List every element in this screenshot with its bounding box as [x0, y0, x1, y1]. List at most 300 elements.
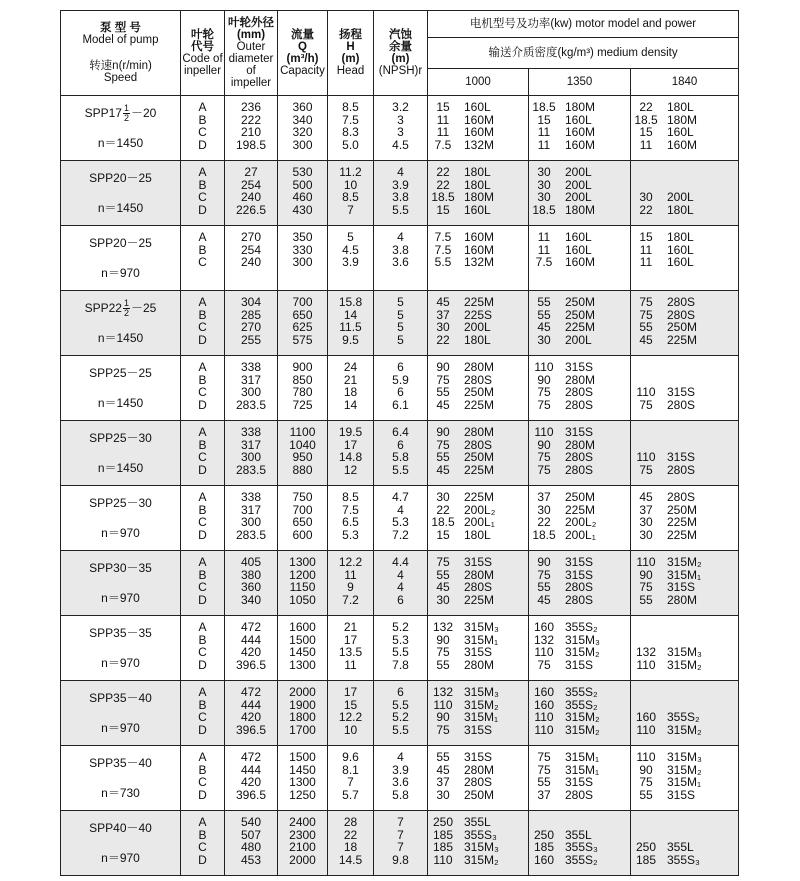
flow-capacity: 650: [292, 307, 313, 322]
impeller-code: A: [198, 165, 207, 179]
motor-model: 250M: [667, 502, 698, 517]
motor-power-kw: 90: [537, 437, 551, 452]
flow-capacity: 700: [292, 295, 313, 309]
motor-model: 280M: [565, 372, 596, 387]
motor-model: 200L₂: [565, 515, 597, 529]
head-value: 17: [343, 632, 358, 647]
header-density: [428, 38, 739, 69]
motor-power-kw: 110: [636, 385, 656, 399]
motor-model: 225M: [464, 295, 495, 309]
npsh-value-cell: [374, 226, 428, 291]
impeller-code: B: [198, 502, 207, 517]
motor-power-kw: 132: [432, 620, 454, 634]
motor-model: 315M₂: [565, 710, 600, 724]
pump-speed: n＝1450: [97, 201, 144, 215]
motor-model: 250M: [565, 295, 596, 309]
motor-model: 180L: [464, 177, 491, 192]
motor-cell-1840: [631, 746, 739, 811]
motor-power-kw: 90: [639, 762, 653, 777]
motor-power-kw: 30: [537, 332, 551, 347]
flow-capacity: 1500: [289, 632, 316, 647]
flow-capacity-cell: [278, 746, 328, 811]
flow-capacity-cell: [278, 681, 328, 746]
npsh-value: 6.1: [392, 397, 409, 412]
motor-model: 355S₂: [667, 710, 700, 724]
motor-model: 280S: [565, 385, 594, 399]
motor-model: 200L: [565, 177, 592, 192]
impeller-diameter: 338: [240, 425, 262, 439]
motor-power-kw: 132: [432, 685, 454, 699]
impeller-code: D: [198, 592, 207, 607]
flow-capacity: 850: [292, 372, 313, 387]
motor-model: 280S: [464, 372, 493, 387]
head-value: 8.5: [342, 100, 359, 114]
motor-cell-1350: [529, 616, 631, 681]
motor-model: 315S: [565, 775, 594, 789]
head-value: 14.8: [338, 450, 363, 464]
impeller-code: B: [198, 762, 207, 777]
head-value-cell: [328, 96, 374, 161]
header-model-cn: 泵 型 号: [100, 22, 141, 34]
flow-capacity-cell: [278, 291, 328, 356]
motor-power-kw: [631, 816, 661, 829]
impeller-diameter: 226.5: [235, 202, 267, 217]
motor-model: 315S: [667, 450, 696, 464]
impeller-code: D: [198, 852, 207, 867]
motor-model: 355S₂: [565, 685, 598, 699]
motor-model: 280S: [565, 787, 594, 802]
impeller-diameter: 304: [240, 295, 262, 309]
flow-capacity: 1300: [289, 775, 316, 789]
motor-power-kw: 37: [537, 787, 551, 802]
pump-model-prefix: SPP35－35: [89, 626, 152, 640]
head-value: 12: [343, 462, 358, 477]
header-head-cn: 扬程 H (m): [339, 29, 362, 65]
motor-model: 315M₁: [464, 632, 499, 647]
impeller-diameter: 236: [240, 100, 262, 114]
motor-power-kw: 75: [436, 372, 450, 387]
pump-group-row: [61, 356, 739, 421]
motor-power-kw: [631, 361, 661, 374]
motor-power-kw: 15: [639, 125, 653, 139]
impeller-code: A: [198, 620, 207, 634]
motor-power-kw: 7.5: [535, 255, 553, 269]
header-speed-cn: 转速n(r/min): [89, 60, 152, 72]
motor-power-kw: 15: [639, 230, 653, 244]
motor-model: 160M: [464, 242, 495, 257]
impeller-diameter: 255: [240, 332, 262, 347]
npsh-value: 9.8: [392, 852, 409, 867]
motor-power-kw: 45: [639, 490, 653, 504]
motor-model: 355S₃: [667, 852, 700, 867]
motor-model: 250M: [565, 490, 596, 504]
impeller-code: B: [198, 632, 207, 647]
pump-model-cell: [61, 681, 181, 746]
motor-power-kw: 11: [436, 125, 450, 139]
flow-capacity: 1250: [289, 787, 316, 802]
motor-power-kw: [631, 621, 661, 634]
motor-power-kw: 18.5: [532, 100, 556, 114]
impeller-diameter: 254: [240, 177, 262, 192]
motor-power-kw: 18.5: [431, 190, 455, 204]
head-value: 12.2: [338, 555, 363, 569]
head-value: 11.5: [339, 320, 362, 334]
impeller-code-cell: [181, 161, 225, 226]
motor-power-kw: 75: [436, 722, 450, 737]
impeller-diameter: [225, 269, 277, 282]
motor-power-kw: 30: [436, 320, 450, 334]
flow-capacity-cell: [278, 161, 328, 226]
motor-cell-1350: [529, 486, 631, 551]
motor-model: [667, 269, 738, 282]
header-impeller-en: Code of inpeller: [182, 53, 223, 77]
motor-model: 225M: [464, 462, 495, 477]
flow-capacity: 700: [292, 502, 313, 517]
motor-power-kw: 90: [436, 632, 450, 647]
motor-power-kw: 75: [639, 580, 653, 594]
flow-capacity-cell: [278, 811, 328, 876]
motor-power-kw: 75: [639, 307, 653, 322]
motor-power-kw: 160: [533, 685, 555, 699]
motor-power-kw: 30: [639, 190, 653, 204]
head-value: 8.3: [342, 125, 359, 139]
head-value: 5: [347, 230, 354, 244]
motor-power-kw: 110: [534, 425, 554, 439]
head-value: 15: [343, 697, 358, 712]
motor-power-kw: 110: [534, 722, 554, 737]
impeller-code: D: [198, 137, 207, 152]
flow-capacity: 340: [292, 112, 313, 127]
motor-model: 355S₃: [565, 840, 598, 854]
pump-model: [63, 689, 178, 706]
motor-cell-1350: [529, 96, 631, 161]
motor-cell-1000: [428, 551, 529, 616]
impeller-code: C: [198, 255, 207, 269]
head-value: 17: [343, 437, 358, 452]
motor-power-kw: 45: [436, 762, 450, 777]
motor-power-kw: 22: [436, 332, 450, 347]
motor-power-kw: 37: [436, 775, 450, 789]
motor-power-kw: 75: [639, 462, 653, 477]
motor-model: 180L: [464, 165, 491, 179]
flow-capacity: 350: [292, 230, 313, 244]
motor-power-kw: 30: [537, 190, 551, 204]
npsh-value: 5.5: [392, 645, 409, 659]
pump-model: [63, 754, 178, 771]
motor-model: [464, 269, 528, 282]
motor-cell-1840: [631, 616, 739, 681]
motor-model: 315S: [464, 722, 493, 737]
motor-model: 280S: [667, 462, 696, 477]
npsh-value-cell: [374, 811, 428, 876]
motor-power-kw: 55: [436, 657, 450, 672]
motor-cell-1000: [428, 746, 529, 811]
pump-speed: n＝970: [101, 851, 140, 865]
flow-capacity: 300: [292, 137, 313, 152]
motor-model: 280S: [565, 397, 594, 412]
motor-power-kw: 45: [537, 592, 551, 607]
motor-power-kw: 55: [639, 787, 653, 802]
npsh-value: 4: [397, 580, 404, 594]
head-value: 14: [343, 397, 358, 412]
head-value-cell: [328, 161, 374, 226]
impeller-diameter: 270: [240, 230, 262, 244]
fraction-denominator: 2: [123, 113, 129, 124]
impeller-code: B: [198, 307, 207, 322]
flow-capacity: 1100: [289, 425, 316, 439]
head-value-cell: [328, 421, 374, 486]
flow-capacity: 1150: [289, 580, 316, 594]
motor-model: 200L₂: [464, 502, 496, 517]
impeller-code: D: [198, 787, 207, 802]
motor-model: 280M: [464, 425, 495, 439]
pump-model-fraction: [123, 104, 130, 123]
motor-model: 315M₂: [667, 722, 702, 737]
motor-power-kw: 110: [433, 697, 453, 712]
pump-group-row: [61, 421, 739, 486]
flow-capacity: 1800: [289, 710, 316, 724]
impeller-code: D: [198, 202, 207, 217]
motor-power-kw: 185: [533, 840, 555, 854]
npsh-value-cell: [374, 96, 428, 161]
motor-model: 280M: [667, 592, 698, 607]
motor-power-kw: 160: [533, 852, 555, 867]
motor-model: 315M₂: [667, 657, 702, 672]
impeller-code: [181, 269, 224, 282]
header-diameter: [225, 11, 278, 96]
impeller-code: C: [198, 450, 207, 464]
npsh-value: 3.9: [392, 177, 409, 192]
flow-capacity: 2100: [289, 840, 316, 854]
head-value: 14: [343, 307, 358, 322]
motor-model: 315S: [464, 645, 493, 659]
npsh-value: 5.9: [392, 372, 409, 387]
motor-power-kw: 22: [639, 100, 653, 114]
motor-power-kw: 30: [436, 592, 450, 607]
motor-power-kw: 22: [436, 165, 450, 179]
motor-model: 180L: [667, 202, 694, 217]
head-value: 19.5: [338, 425, 363, 439]
pump-model-prefix: SPP25－25: [89, 366, 152, 380]
motor-cell-1000: [428, 421, 529, 486]
impeller-diameter: 222: [240, 112, 262, 127]
head-value: 6.5: [342, 515, 359, 529]
pump-speed: n＝970: [101, 656, 140, 670]
motor-cell-1840: [631, 551, 739, 616]
motor-power-kw: 110: [534, 645, 554, 659]
pump-model-prefix: SPP40－40: [89, 821, 152, 835]
motor-model: 315M₁: [565, 750, 600, 764]
impeller-diameter: 472: [240, 685, 262, 699]
flow-capacity-cell: [278, 421, 328, 486]
motor-cell-1000: [428, 226, 529, 291]
impeller-code: C: [198, 645, 207, 659]
motor-power-kw: 30: [537, 502, 551, 517]
npsh-value: 3.8: [392, 190, 409, 204]
head-value: 17: [343, 685, 358, 699]
npsh-value: 4.7: [392, 490, 409, 504]
pump-model-prefix: SPP25－30: [89, 496, 152, 510]
flow-capacity: 1300: [289, 555, 316, 569]
motor-model: 180L: [667, 100, 694, 114]
motor-model: 315M₃: [464, 685, 499, 699]
impeller-diameter: 338: [240, 360, 262, 374]
flow-capacity-cell: [278, 356, 328, 421]
impeller-diameter: 507: [240, 827, 262, 842]
head-value: 10: [343, 177, 358, 192]
header-npsh-en: (NPSH)r: [378, 65, 423, 77]
head-value: 4.5: [342, 242, 359, 257]
impeller-diameter: 420: [240, 710, 262, 724]
motor-power-kw: 7.5: [434, 242, 452, 257]
motor-model: 280S: [667, 490, 696, 504]
motor-model: 315M₃: [464, 840, 499, 854]
motor-model: 280S: [565, 450, 594, 464]
head-value: 11: [344, 567, 357, 582]
motor-power-kw: [529, 816, 559, 829]
motor-cell-1350: [529, 356, 631, 421]
npsh-value: 5: [397, 320, 404, 334]
impeller-code: B: [198, 827, 207, 842]
motor-power-kw: 55: [436, 450, 450, 464]
impeller-code: A: [198, 360, 207, 374]
motor-model: 180M: [565, 100, 596, 114]
motor-power-kw: 11: [537, 137, 551, 152]
impeller-diameter-cell: [225, 486, 278, 551]
npsh-value: 7.2: [392, 527, 409, 542]
motor-cell-1000: [428, 811, 529, 876]
motor-power-kw: 11: [639, 255, 653, 269]
motor-model: 315S: [464, 555, 493, 569]
motor-cell-1350: [529, 746, 631, 811]
header-flow-cn: 流量 Q (m³/h): [286, 29, 319, 65]
motor-model: 315M₁: [565, 762, 600, 777]
motor-power-kw: 45: [639, 332, 653, 347]
motor-model: 250M: [464, 787, 495, 802]
header-diameter-en: Outer diameter of impeller: [228, 41, 274, 89]
motor-cell-1840: [631, 291, 739, 356]
motor-power-kw: 7.5: [434, 230, 452, 244]
impeller-diameter: 380: [240, 567, 262, 582]
impeller-diameter: 240: [240, 190, 262, 204]
motor-cell-1350: [529, 421, 631, 486]
head-value: 18: [343, 840, 358, 854]
motor-power-kw: 30: [537, 165, 551, 179]
impeller-diameter: 480: [240, 840, 262, 854]
npsh-value: 5: [397, 332, 404, 347]
flow-capacity: 900: [292, 360, 313, 374]
motor-power-kw: 37: [436, 307, 450, 322]
pump-group-row: [61, 291, 739, 356]
motor-power-kw: 90: [537, 372, 551, 387]
motor-power-kw: 18.5: [634, 112, 658, 127]
head-value: 11.2: [339, 165, 362, 179]
flow-capacity: 360: [292, 100, 313, 114]
npsh-value: 4: [397, 567, 404, 582]
npsh-value: [374, 269, 427, 282]
impeller-code: A: [198, 815, 207, 829]
motor-model: 355L: [565, 827, 592, 842]
motor-model: 315M₂: [464, 697, 499, 712]
flow-capacity: 1900: [289, 697, 316, 712]
flow-capacity: 2000: [289, 685, 316, 699]
motor-power-kw: 75: [436, 437, 450, 452]
motor-power-kw: 30: [639, 515, 653, 529]
motor-power-kw: 45: [436, 397, 450, 412]
flow-capacity: 625: [292, 320, 313, 334]
motor-power-kw: 250: [635, 840, 657, 854]
head-value: 7.2: [342, 592, 359, 607]
impeller-diameter: 198.5: [235, 137, 267, 152]
impeller-code: B: [198, 372, 207, 387]
impeller-diameter: 540: [240, 815, 262, 829]
flow-capacity: 1040: [289, 437, 316, 452]
head-value: 13.5: [338, 645, 363, 659]
head-value-cell: [328, 681, 374, 746]
header-diameter-cn: 叶轮外径 (mm): [228, 17, 274, 41]
impeller-code: A: [198, 100, 207, 114]
flow-capacity: 1450: [289, 645, 316, 659]
flow-capacity: 750: [292, 490, 313, 504]
motor-model: 160M: [565, 137, 596, 152]
motor-power-kw: 30: [639, 527, 653, 542]
pump-speed: n＝970: [101, 266, 140, 280]
impeller-diameter-cell: [225, 161, 278, 226]
motor-model: 200L: [565, 190, 592, 204]
impeller-diameter: 283.5: [235, 462, 267, 477]
motor-power-kw: 11: [639, 242, 653, 257]
motor-power-kw: 15: [436, 202, 450, 217]
motor-model: 200L: [667, 190, 694, 204]
header-npsh-cn: 汽蚀 余量 (m): [389, 29, 412, 65]
motor-power-kw: 45: [537, 320, 551, 334]
flow-capacity: 725: [292, 397, 313, 412]
impeller-diameter: 420: [240, 645, 262, 659]
pump-model-prefix: SPP22: [84, 301, 122, 315]
pump-model: [63, 104, 178, 123]
head-value-cell: [328, 291, 374, 356]
head-value: 7: [347, 775, 354, 789]
npsh-value: 6: [397, 385, 404, 399]
flow-capacity: 300: [292, 255, 313, 269]
impeller-code: A: [198, 425, 207, 439]
pump-speed: n＝970: [101, 721, 140, 735]
pump-model-prefix: SPP20－25: [89, 236, 152, 250]
header-density-1840: 1840: [631, 69, 739, 96]
flow-capacity: 2000: [289, 852, 316, 867]
flow-capacity: 600: [292, 527, 313, 542]
header-motor-label: 电机型号及功率(kw) motor model and power: [469, 18, 697, 30]
motor-model: 200L: [565, 165, 592, 179]
impeller-code: D: [198, 332, 207, 347]
header-density-1000: 1000: [428, 69, 529, 96]
motor-power-kw: 55: [639, 320, 653, 334]
impeller-code-cell: [181, 291, 225, 356]
motor-power-kw: 45: [436, 295, 450, 309]
npsh-value: 5.8: [392, 450, 409, 464]
npsh-value: 5.5: [392, 697, 409, 712]
flow-capacity-cell: [278, 551, 328, 616]
flow-capacity: 2400: [289, 815, 316, 829]
impeller-diameter: 210: [240, 125, 262, 139]
impeller-code: B: [198, 242, 207, 257]
impeller-diameter: 27: [244, 165, 258, 179]
impeller-code: D: [198, 657, 207, 672]
motor-power-kw: [631, 426, 661, 439]
motor-model: 280S: [464, 580, 493, 594]
npsh-value: 5.3: [392, 515, 409, 529]
impeller-diameter: 396.5: [235, 787, 267, 802]
